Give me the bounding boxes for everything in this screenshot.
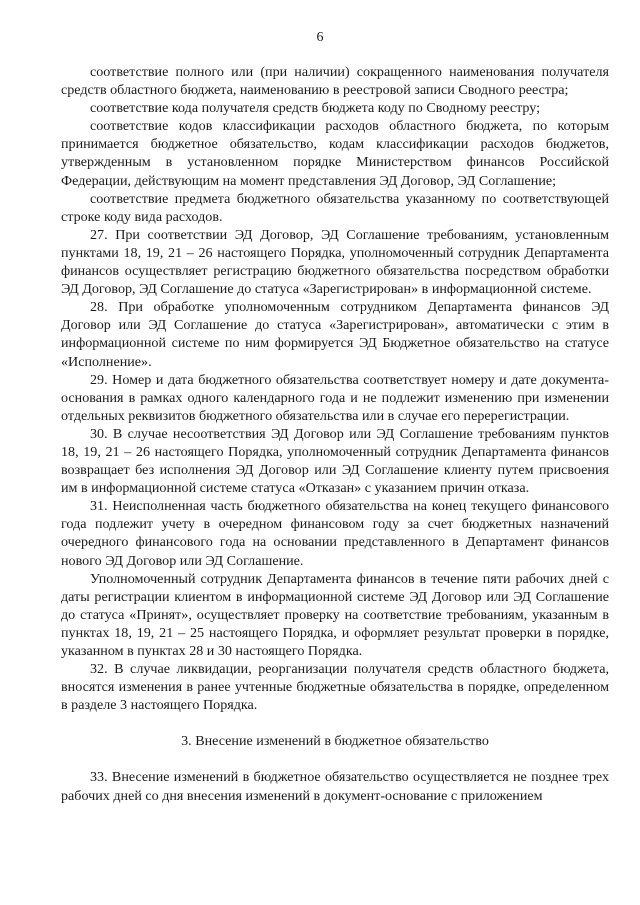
paragraph-name-match: соответствие полного или (при наличии) сокращенного наименования получателя средств областного бюджета, наименованию в реестровой записи Сводного реестра; [61, 64, 609, 99]
paragraph-code-match: соответствие кода получателя средств бюджета коду по Сводному реестру; [90, 100, 541, 117]
paragraph-classification-match: соответствие кодов классификации расходов областного бюджета, по которым принимается бюджетное обязательство, кодам классификации расходов бюджетов, утвержденным в установленном порядке Министерством финансов Российской Федерации, действующим на момент представления ЭД Договор, ЭД Соглашение; [61, 118, 609, 189]
paragraph-28: 28. При обработке уполномоченным сотрудником Департамента финансов ЭД Договор или ЭД Соглашение до статуса «Зарегистрирован», автоматически с этим в информационной системе по ним формируется ЭД Бюджетное обязательство на статусе «Исполнение». [61, 299, 609, 370]
paragraph-33: 33. Внесение изменений в бюджетное обязательство осуществляется не позднее трех рабочих дней со дня внесения изменений в документ-основание с приложением [61, 769, 609, 804]
section-heading: 3. Внесение изменений в бюджетное обязательство [181, 733, 489, 750]
paragraph-27: 27. При соответствии ЭД Договор, ЭД Соглашение требованиям, установленным пунктами 18, 19, 21 – 26 настоящего Порядка, уполномоченный сотрудник Департамента финансов осуществляет регистрацию бюджетного обязательства посредством обработки ЭД Договор, ЭД Соглашение до статуса «Зарегистрирован» в информационной системе. [61, 226, 609, 298]
paragraph-32: 32. В случае ликвидации, реорганизации получателя средств областного бюджета, вносятся изменения в ранее учтенные бюджетные обязательства в порядке, определенном в разделе 3 настоящего Порядка. [61, 661, 609, 714]
paragraph-31-continued: Уполномоченный сотрудник Департамента финансов в течение пяти рабочих дней с даты регистрации клиентом в информационной системе ЭД Договор или ЭД Соглашение до статуса «Принят», осуществляет проверку на соответствие требованиям, указанным в пунктах 18, 19, 21 – 25 настоящего Порядка, и оформляет результат проверки в порядке, указанном в пунктах 28 и 30 настоящего Порядка. [61, 570, 609, 659]
document-body [61, 63, 609, 805]
page-number: 6 [316, 30, 324, 45]
paragraph-31: 31. Неисполненная часть бюджетного обязательства на конец текущего финансового года подлежит учету в очередном финансовом году за счет бюджетных назначений очередного финансового года на основании представленного в Департамент финансов нового ЭД Договор или ЭД Соглашение. [61, 498, 609, 569]
paragraph-30: 30. В случае несоответствия ЭД Договор или ЭД Соглашение требованиям пунктов 18, 19, 21 – 26 настоящего Порядка, уполномоченный сотрудник Департамента финансов возвращает без исполнения ЭД Договор или ЭД Соглашение клиенту путем присвоения им в информационной системе статуса «Отказан» с указанием причин отказа. [61, 425, 609, 497]
paragraph-subject-match: соответствие предмета бюджетного обязательства указанному по соответствующей строке коду вида расходов. [61, 190, 609, 225]
paragraph-29: 29. Номер и дата бюджетного обязательства соответствует номеру и дате документа-основания в рамках одного календарного года и не подлежит изменению при изменении отдельных реквизитов бюджетного обязательства или в случае его перерегистрации. [61, 371, 609, 424]
